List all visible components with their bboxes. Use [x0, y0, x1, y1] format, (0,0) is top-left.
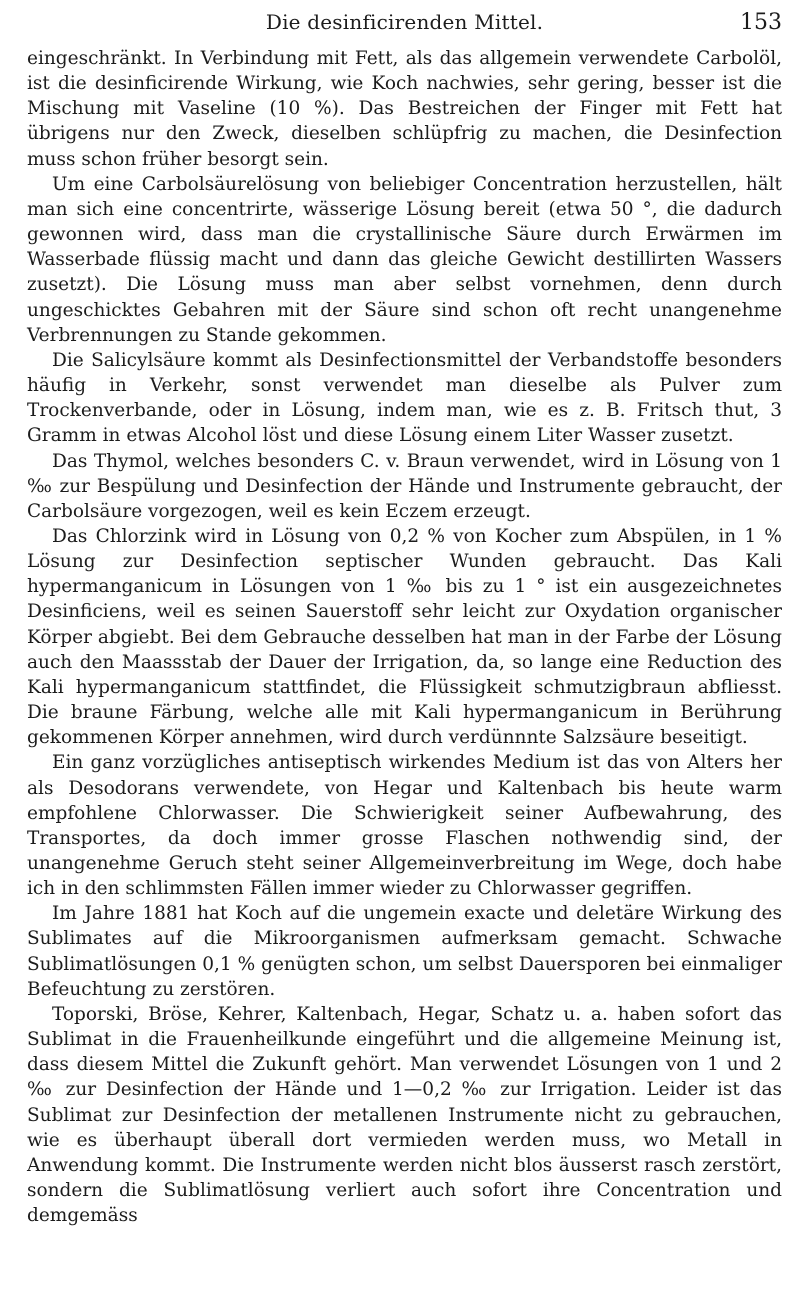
- paragraph-sublimat-koch: Im Jahre 1881 hat Koch auf die ungemein exacte und deletäre Wirkung des Sublimates auf die Mikroorganismen aufmerksam gemacht. Schwache Sublimatlösungen 0,1 % genügten schon, um selbst Dauersporen bei einmaliger Befeuchtung zu zerstören.: [27, 903, 782, 1000]
- paragraph-chlorwasser: Ein ganz vorzügliches antiseptisch wirkendes Medium ist das von Alters her als Desodorans verwendete, von Hegar und Kaltenbach bis heute warm empfohlene Chlorwasser. Die Schwierigkeit seiner Aufbewahrung, des Transportes, da doch immer grosse Flaschen nothwendig sind, der unangenehme Geruch steht seiner Allgemeinverbreitung im Wege, doch habe ich in den schlimmsten Fällen immer wieder zu Chlorwasser gegriffen.: [27, 752, 782, 900]
- paragraph-carbolsaeureloesung: Um eine Carbolsäurelösung von beliebiger Concentration herzustellen, hält man sich eine concentrirte, wässerige Lösung bereit (etwa 50 °, die dadurch gewonnen wird, dass man die crystallinische Säure durch Erwärmen im Wasserbade flüssig macht und dann das gleiche Gewicht destillirten Wassers zusetzt). Die Lösung muss man aber selbst vornehmen, denn durch ungeschicktes Gebahren mit der Säure sind schon oft recht unangenehme Verbrennungen zu Stande gekommen.: [27, 173, 782, 346]
- paragraph-salicylsaeure: Die Salicylsäure kommt als Desinfectionsmittel der Verbandstoffe besonders häufig in Verkehr, sonst verwendet man dieselbe als Pulver zum Trockenverbande, oder in Lösung, indem man, wie es z. B. Fritsch thut, 3 Gramm in etwas Alcohol löst und diese Lösung einem Liter Wasser zusetzt.: [27, 349, 782, 447]
- body-text: [27, 46, 782, 1228]
- paragraph-carbol-fett: eingeschränkt. In Verbindung mit Fett, als das allgemein verwendete Carbolöl, ist die desinficirende Wirkung, wie Koch nachwies, sehr gering, besser ist die Mischung mit Vaseline (10 %). Das Bestreichen der Finger mit Fett hat übrigens nur den Zweck, dieselben schlüpfrig zu machen, die Desinfection muss schon früher besorgt sein.: [27, 48, 782, 170]
- paragraph-sublimat-frauenheilkunde: Toporski, Bröse, Kehrer, Kaltenbach, Hegar, Schatz u. a. haben sofort das Sublimat in die Frauenheilkunde eingeführt und die allgemeine Meinung ist, dass diesem Mittel die Zukunft gehört. Man verwendet Lösungen von 1 und 2 ‰ zur Desinfection der Hände und 1—0,2 ‰ zur Irrigation. Leider ist das Sublimat zur Desinfection der metallenen Instrumente nicht zu gebrauchen, wie es überhaupt überall dort vermieden werden muss, wo Metall in Anwendung kommt. Die Instrumente werden nicht blos äusserst rasch zerstört, sondern die Sublimatlösung verliert auch sofort ihre Concentration und demgemäss: [27, 1003, 782, 1227]
- page-number: 153: [740, 10, 782, 35]
- paragraph-thymol: Das Thymol, welches besonders C. v. Braun verwendet, wird in Lösung von 1 ‰ zur Bespülung und Desinfection der Hände und Instrumente gebraucht, der Carbolsäure vorgezogen, weil es kein Eczem erzeugt.: [27, 450, 782, 522]
- page-header: [27, 10, 782, 44]
- running-title: Die desinficirenden Mittel.: [265, 10, 544, 34]
- book-page: [27, 10, 782, 1228]
- paragraph-chlorzink-kali: Das Chlorzink wird in Lösung von 0,2 % von Kocher zum Abspülen, in 1 % Lösung zur Desinfection septischer Wunden gebraucht. Das Kali hypermanganicum in Lösungen von 1 ‰ bis zu 1 ° ist ein ausgezeichnetes Desinficiens, weil es seinen Sauerstoff sehr leicht zur Oxydation organischer Körper abgiebt. Bei dem Gebrauche desselben hat man in der Farbe der Lösung auch den Maassstab der Dauer der Irrigation, da, so lange eine Reduction des Kali hypermanganicum stattfindet, die Flüssigkeit schmutzigbraun abfliesst. Die braune Färbung, welche alle mit Kali hypermanganicum in Berührung gekommenen Körper annehmen, wird durch verdünnnte Salzsäure beseitigt.: [27, 525, 782, 749]
